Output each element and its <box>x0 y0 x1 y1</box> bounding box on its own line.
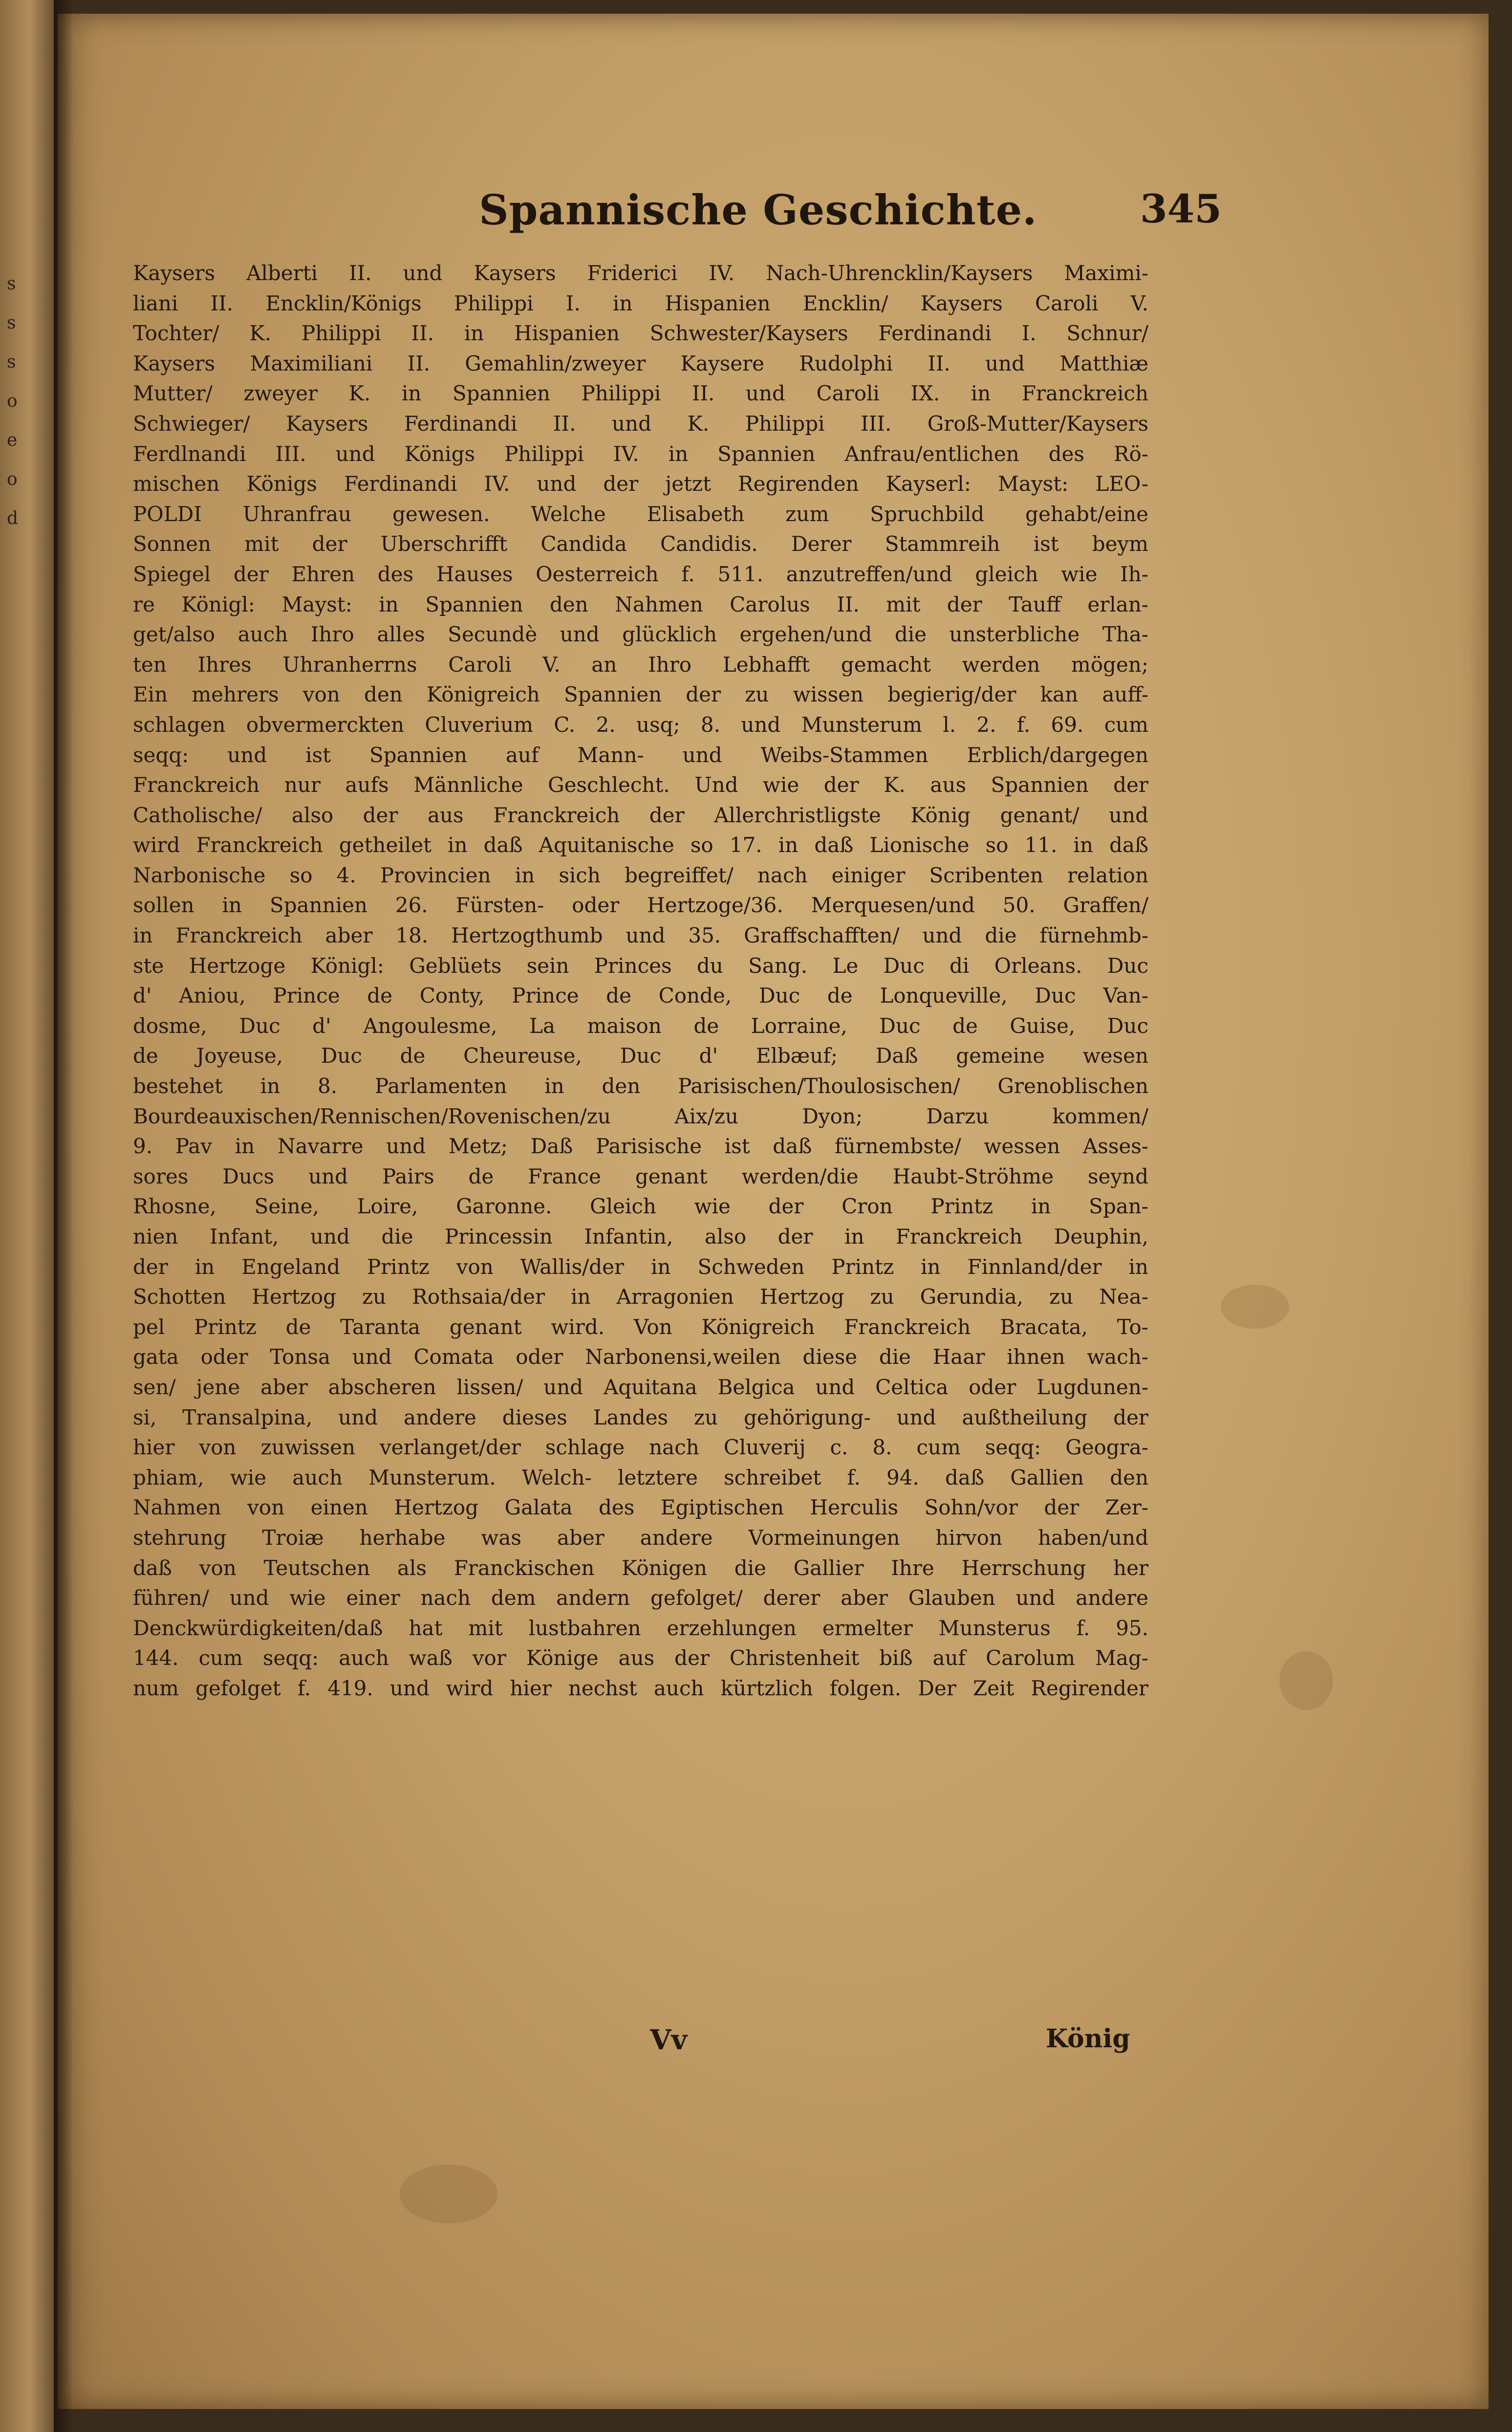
text-line: Narbonische so 4. Provincien in sich begreiffet/ nach einiger Scribenten relation <box>133 863 1148 887</box>
text-line: der in Engeland Printz von Wallis/der in Schweden Printz in Finnland/der in <box>133 1254 1148 1279</box>
text-line: re Königl: Mayst: in Spannien den Nahmen Carolus II. mit der Tauff erlan- <box>133 592 1148 616</box>
body-text <box>133 258 1148 1733</box>
text-line: Nahmen von einen Hertzog Galata des Egiptischen Herculis Sohn/vor der Zer- <box>133 1495 1148 1520</box>
text-line: POLDI Uhranfrau gewesen. Welche Elisabeth zum Spruchbild gehabt/eine <box>133 502 1148 526</box>
text-line: Mutter/ zweyer K. in Spannien Philippi II. und Caroli IX. in Franckreich <box>133 381 1148 406</box>
text-line: ste Hertzoge Königl: Geblüets sein Princes du Sang. Le Duc di Orleans. Duc <box>133 953 1148 978</box>
margin-fragment: o <box>7 391 18 411</box>
text-line: Denckwürdigkeiten/daß hat mit lustbahren erzehlungen ermelter Munsterus f. 95. <box>133 1616 1148 1640</box>
text-line: 144. cum seqq: auch waß vor Könige aus der Christenheit biß auf Carolum Mag- <box>133 1646 1148 1670</box>
text-line: phiam, wie auch Munsterum. Welch- letztere schreibet f. 94. daß Gallien den <box>133 1465 1148 1490</box>
text-line: Ferdlnandi III. und Königs Philippi IV. in Spannien Anfrau/entlichen des Rö- <box>133 441 1148 466</box>
text-line: Ein mehrers von den Königreich Spannien der zu wissen begierig/der kan auff- <box>133 682 1148 707</box>
text-line: daß von Teutschen als Franckischen Königen die Gallier Ihre Herrschung her <box>133 1556 1148 1580</box>
page-number: 345 <box>1140 186 1222 232</box>
text-line: si, Transalpina, und andere dieses Landes zu gehörigung- und außtheilung der <box>133 1405 1148 1429</box>
text-line: dosme, Duc d' Angoulesme, La maison de Lorraine, Duc de Guise, Duc <box>133 1013 1148 1038</box>
text-line: hier von zuwissen verlanget/der schlage nach Cluverij c. 8. cum seqq: Geogra- <box>133 1435 1148 1460</box>
signature-mark: Vv <box>650 2024 687 2056</box>
text-line: Catholische/ also der aus Franckreich der Allerchristligste König genant/ und <box>133 803 1148 827</box>
text-line: Schwieger/ Kaysers Ferdinandi II. und K. Philippi III. Groß-Mutter/Kaysers <box>133 411 1148 436</box>
text-line: Sonnen mit der Uberschrifft Candida Candidis. Derer Stammreih ist beym <box>133 532 1148 556</box>
text-line: sollen in Spannien 26. Fürsten- oder Hertzoge/36. Merquesen/und 50. Graffen/ <box>133 893 1148 918</box>
gutter-shadow <box>54 0 73 2432</box>
text-line: Spiegel der Ehren des Hauses Oesterreich f. 511. anzutreffen/und gleich wie Ih- <box>133 562 1148 586</box>
paper-stain <box>400 2165 497 2223</box>
text-line: Rhosne, Seine, Loire, Garonne. Gleich wie der Cron Printz in Span- <box>133 1194 1148 1219</box>
text-line: führen/ und wie einer nach dem andern gefolget/ derer aber Glauben und andere <box>133 1586 1148 1610</box>
page-header <box>195 186 1222 244</box>
text-line: Bourdeauxischen/Rennischen/Rovenischen/zu Aix/zu Dyon; Darzu kommen/ <box>133 1104 1148 1128</box>
text-line: bestehet in 8. Parlamenten in den Parisischen/Thoulosischen/ Grenoblischen <box>133 1074 1148 1098</box>
text-line: d' Aniou, Prince de Conty, Prince de Conde, Duc de Lonqueville, Duc Van- <box>133 984 1148 1008</box>
text-line: Kaysers Alberti II. und Kaysers Friderici IV. Nach-Uhrencklin/Kaysers Maximi- <box>133 261 1148 285</box>
text-line <box>133 1704 1148 1734</box>
text-line: mischen Königs Ferdinandi IV. und der jetzt Regirenden Kayserl: Mayst: LEO- <box>133 472 1148 496</box>
facing-page-edge <box>0 0 54 2432</box>
text-line: Franckreich nur aufs Männliche Geschlecht. Und wie der K. aus Spannien der <box>133 773 1148 797</box>
margin-fragment: s <box>7 352 16 372</box>
margin-fragment: o <box>7 469 18 489</box>
text-line: wird Franckreich getheilet in daß Aquitanische so 17. in daß Lionische so 11. in daß <box>133 833 1148 857</box>
text-line: seqq: und ist Spannien auf Mann- und Weibs-Stammen Erblich/dargegen <box>133 743 1148 767</box>
running-title: Spannische Geschichte. <box>479 186 1037 234</box>
text-line: nien Infant, und die Princessin Infantin, also der in Franckreich Deuphin, <box>133 1225 1148 1249</box>
text-line: Schotten Hertzog zu Rothsaia/der in Arragonien Hertzog zu Gerundia, zu Nea- <box>133 1285 1148 1309</box>
text-line: stehrung Troiæ herhabe was aber andere Vormeinungen hirvon haben/und <box>133 1525 1148 1550</box>
margin-fragment: s <box>7 274 16 294</box>
text-line: liani II. Encklin/Königs Philippi I. in Hispanien Encklin/ Kaysers Caroli V. <box>133 291 1148 315</box>
text-line: get/also auch Ihro alles Secundè und glücklich ergehen/und die unsterbliche Tha- <box>133 622 1148 647</box>
text-line: Tochter/ K. Philippi II. in Hispanien Schwester/Kaysers Ferdinandi I. Schnur/ <box>133 321 1148 346</box>
margin-fragment: d <box>7 508 19 528</box>
text-line: schlagen obvermerckten Cluverium C. 2. usq; 8. und Munsterum l. 2. f. 69. cum <box>133 712 1148 737</box>
text-line: Kaysers Maximiliani II. Gemahlin/zweyer Kaysere Rudolphi II. und Matthiæ <box>133 351 1148 375</box>
margin-fragment: e <box>7 430 18 450</box>
text-line: sores Ducs und Pairs de France genant werden/die Haubt-Ströhme seynd <box>133 1164 1148 1188</box>
text-line: de Joyeuse, Duc de Cheureuse, Duc d' Elbæuf; Daß gemeine wesen <box>133 1044 1148 1068</box>
text-line: gata oder Tonsa und Comata oder Narbonensi,weilen diese die Haar ihnen wach- <box>133 1345 1148 1369</box>
catchword: König <box>1046 2024 1130 2054</box>
text-line: 9. Pav in Navarre und Metz; Daß Parisische ist daß fürnembste/ wessen Asses- <box>133 1134 1148 1159</box>
text-line: num gefolget f. 419. und wird hier nechst auch kürtzlich folgen. Der Zeit Regirender <box>133 1676 1148 1700</box>
text-line: ten Ihres Uhranherrns Caroli V. an Ihro Lebhafft gemacht werden mögen; <box>133 652 1148 677</box>
text-line: in Franckreich aber 18. Hertzogthumb und 35. Graffschafften/ und die fürnehmb- <box>133 923 1148 948</box>
paper-stain <box>1279 1651 1333 1710</box>
margin-fragment: s <box>7 313 16 333</box>
paper-stain <box>1221 1285 1289 1329</box>
text-line: pel Printz de Taranta genant wird. Von Königreich Franckreich Bracata, To- <box>133 1315 1148 1339</box>
text-line: sen/ jene aber abscheren lissen/ und Aquitana Belgica und Celtica oder Lugdunen- <box>133 1375 1148 1399</box>
